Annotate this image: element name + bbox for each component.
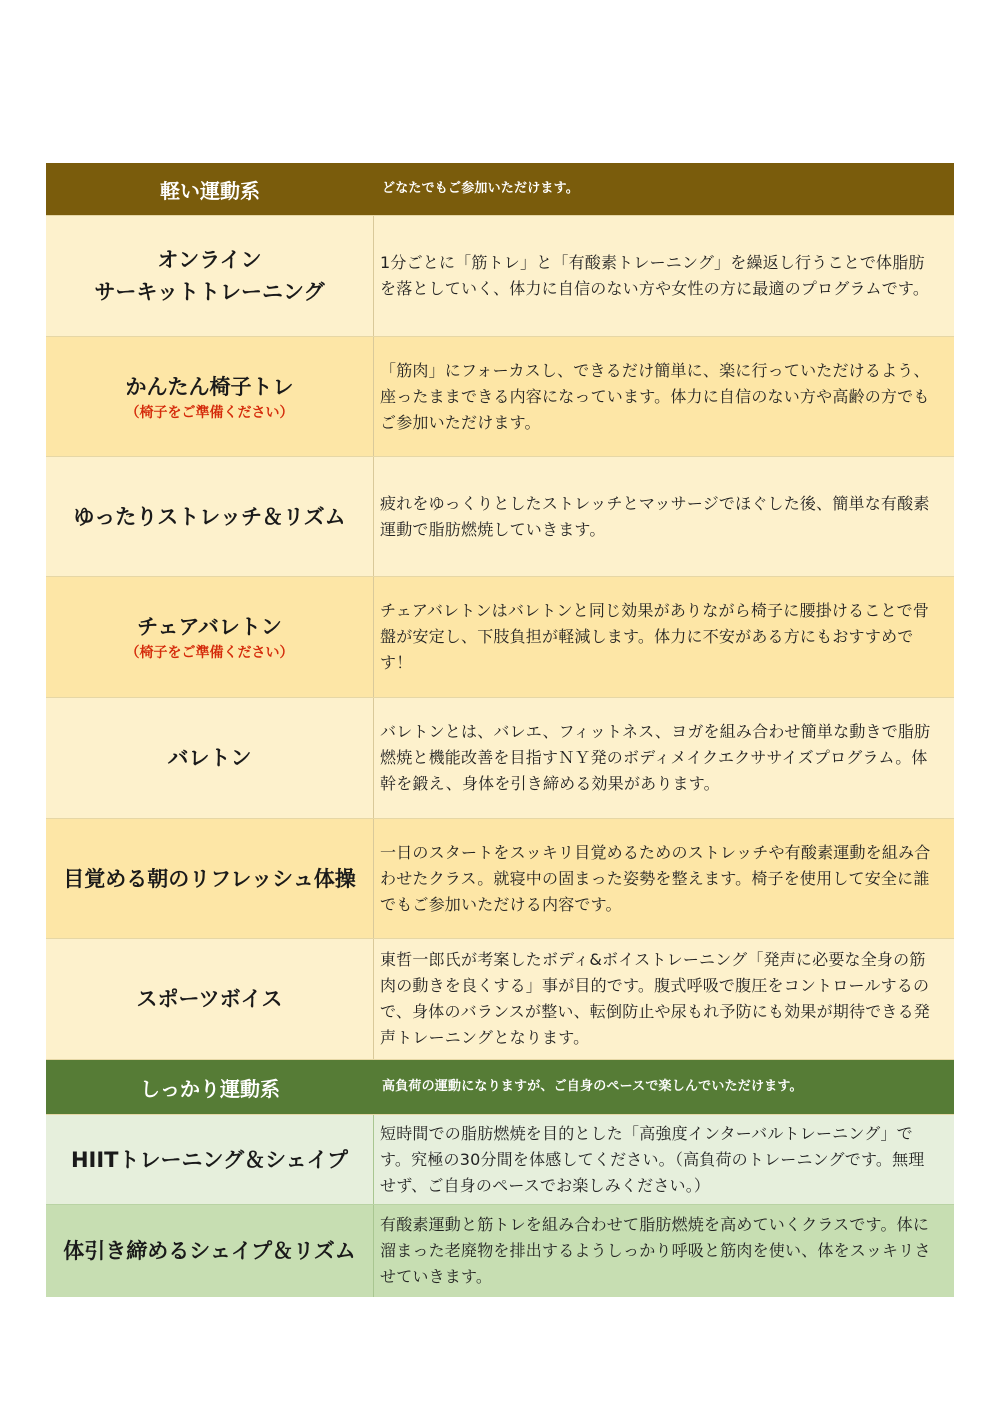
- class-name-cell: [46, 216, 374, 336]
- class-name-cell: [46, 698, 374, 818]
- class-description: 「筋肉」にフォーカスし、できるだけ簡単に、楽に行っていただけるよう、座ったまま​できる内容になっています。体力に自信のない方や高齢の方でもご参加いただけます。: [380, 360, 930, 432]
- class-description: バレトンとは、バレエ、フィットネス、ヨガを組み合わせ簡単な動きで脂肪燃焼と機能改善を目指すＮＹ発のボディメイクエクササイズプログラム。体幹を鍛え、身体を引き締める効果があります。: [380, 722, 931, 793]
- class-row-morning-refresh: [46, 818, 954, 938]
- hard-section-header: [46, 1059, 954, 1114]
- class-name: サーキットトレーニング: [94, 280, 325, 304]
- class-name-cell: [46, 577, 374, 697]
- class-name-cell: [46, 1115, 374, 1204]
- class-row-easy-chair: [46, 336, 954, 456]
- class-name: 目覚める朝のリフレッシュ体操: [63, 866, 356, 891]
- class-name-cell: [46, 457, 374, 576]
- class-row-chair-barreton: [46, 576, 954, 697]
- class-row-online-circuit: [46, 215, 954, 336]
- class-name: バレトン: [167, 746, 252, 770]
- class-name-cell: [46, 819, 374, 938]
- class-name-cell: [46, 939, 374, 1059]
- class-name-cell: [46, 337, 374, 456]
- class-row-body-shape: [46, 1204, 954, 1297]
- class-name: スポーツボイス: [136, 987, 283, 1011]
- class-name-cell: [46, 1205, 374, 1297]
- class-description: 1分ごとに「筋トレ」と「有酸素トレーニング」を繰返し行うことで体脂肪を落としていく、体力に自信のない方や女性の方に最適のプログラムです。: [380, 253, 930, 298]
- hard-section-note: 高負荷の運動になりますが、ご自身のペースで楽しんでいただけます。: [382, 1079, 803, 1094]
- class-description: 短時間での脂肪燃焼を目的とした「高強度インターバルトレーニング」です。究極の30分間を体感してください。（高負荷のトレーニングです。無理せず、ご自身のペースでお楽しみください。）: [380, 1123, 925, 1195]
- class-description: 東哲一郎氏が考案したボディ&ボイストレーニング「発声に必要な全身の筋肉の動きを良くする」事が目的です。腹式呼吸で腹圧をコントロールするので、身体のバランスが整い、転倒防止や尿もれ予防にも効果が期待できる発声トレーニングとなります。: [380, 950, 931, 1047]
- class-name: 体引き締めるシェイプ＆リズム: [63, 1239, 356, 1263]
- class-row-sports-voice: [46, 938, 954, 1059]
- chair-required-note: （椅子をご準備ください）: [125, 645, 294, 661]
- chair-required-note: （椅子をご準備ください）: [125, 404, 294, 421]
- class-description: チェアバレトンはバレトンと同じ効果がありながら椅子に腰掛けることで骨盤が安定し、下肢負担が軽減します。体力に不安がある方にもおすすめです！: [380, 601, 930, 672]
- class-description: 疲れをゆっくりとしたストレッチとマッサージでほぐした後、簡単な有酸素運動で脂肪燃焼していきます。: [380, 493, 930, 539]
- class-name: チェアバレトン: [137, 615, 282, 639]
- class-name: ゆったりストレッチ＆リズム: [73, 504, 346, 529]
- class-name: オンライン: [157, 248, 262, 272]
- light-section-note: どなたでもご参加いただけます。: [382, 181, 579, 196]
- class-description: 一日のスタートをスッキリ目覚めるためのストレッチや有酸素運動を組み合わせたクラス。就寝中の固まった姿勢を整えます。椅子を使用して安全に誰でもご参加いただける内容です。: [380, 842, 931, 914]
- class-name: HIITトレーニング＆シェイプ: [70, 1147, 349, 1172]
- class-row-hiit: [46, 1114, 954, 1204]
- light-section-header: [46, 163, 954, 215]
- class-row-stretch-rhythm: [46, 456, 954, 576]
- class-table: [46, 163, 954, 1297]
- class-name: かんたん椅子トレ: [125, 374, 294, 399]
- light-section-title: 軽い運動系: [160, 178, 260, 203]
- hard-section-title: しっかり運動系: [140, 1076, 280, 1101]
- class-description: 有酸素運動と筋トレを組み合わせて脂肪燃焼を高めていくクラスです。体に溜まった老廃物を排出するようしっかり呼吸と筋肉を使い、体をスッキリさせていきます。: [380, 1215, 931, 1286]
- class-row-barreton: [46, 697, 954, 818]
